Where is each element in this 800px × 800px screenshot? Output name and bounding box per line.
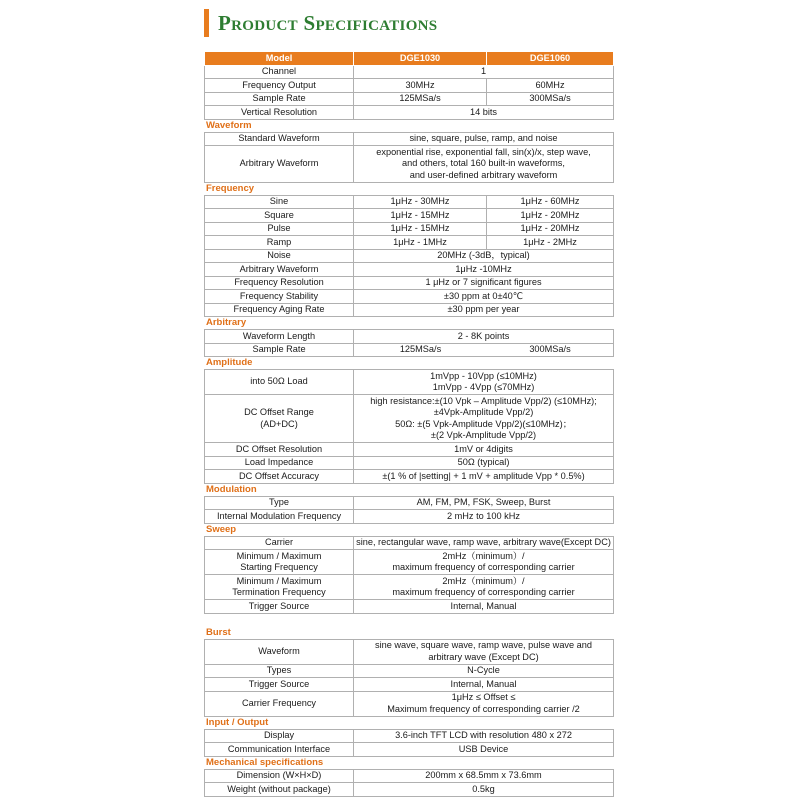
- spec-label: Noise: [204, 250, 354, 263]
- table-row: [204, 344, 614, 358]
- page-title: Product Specifications: [218, 10, 438, 35]
- spec-value: [354, 640, 614, 664]
- table-row: [204, 678, 614, 692]
- spec-label: Trigger Source: [204, 678, 354, 691]
- spec-value: [354, 692, 614, 716]
- spec-value-model-1: 1μHz - 30MHz: [354, 196, 487, 209]
- spec-label: Pulse: [204, 223, 354, 236]
- header-label: Model: [204, 52, 354, 65]
- spec-value-model-1: 125MSa/s: [354, 93, 487, 106]
- spec-label: Dimension (W×H×D): [204, 770, 354, 783]
- spec-value-model-2: 1μHz - 60MHz: [487, 196, 614, 209]
- spec-value-model-2: 60MHz: [487, 79, 614, 92]
- table-row: [204, 370, 614, 395]
- spec-label: Channel: [204, 66, 354, 79]
- spec-value-model-1: 1μHz - 15MHz: [354, 209, 487, 222]
- spec-value-model-2: 300MSa/s: [487, 93, 614, 106]
- text-line: 1mVpp - 10Vpp (≤10MHz): [430, 370, 537, 381]
- spec-value: [354, 395, 614, 442]
- spec-label: Display: [204, 730, 354, 743]
- text-line: ±(2 Vpk-Amplitude Vpp/2): [430, 430, 537, 440]
- table-row: [204, 146, 614, 183]
- section-heading: Frequency: [204, 183, 614, 196]
- table-row: [204, 600, 614, 614]
- text-line: maximum frequency of corresponding carrier: [392, 587, 575, 597]
- text-line: 1mVpp - 4Vpp (≤70MHz): [432, 382, 535, 392]
- table-row: [204, 783, 614, 797]
- table-row: [204, 730, 614, 744]
- table-row: [204, 550, 614, 575]
- spec-label: Frequency Aging Rate: [204, 304, 354, 317]
- section-heading: Mechanical specifications: [204, 757, 614, 770]
- text-line: (AD+DC): [260, 418, 298, 429]
- table-row: [204, 330, 614, 344]
- table-row: [204, 575, 614, 600]
- section-heading: Waveform: [204, 120, 614, 133]
- section-heading: Modulation: [204, 484, 614, 497]
- section-heading: Amplitude: [204, 357, 614, 370]
- table-row: [204, 277, 614, 291]
- text-line: Minimum / Maximum: [236, 550, 322, 561]
- table-row: [204, 395, 614, 443]
- spec-value: [354, 146, 614, 182]
- spec-value-model-1: 30MHz: [354, 79, 487, 92]
- spec-value: ±(1 % of |setting| + 1 mV + amplitude Vpp * 0.5%): [354, 470, 614, 483]
- section-heading: Burst: [204, 627, 614, 640]
- section-heading: Sweep: [204, 524, 614, 537]
- spec-value: 20MHz (-3dB，typical): [354, 250, 614, 263]
- spec-value: 200mm x 68.5mm x 73.6mm: [354, 770, 614, 783]
- spec-label: Sine: [204, 196, 354, 209]
- spec-value: Internal, Manual: [354, 600, 614, 613]
- spec-value: [354, 370, 614, 394]
- spec-label: Vertical Resolution: [204, 106, 354, 119]
- table-spacer: [204, 614, 614, 627]
- spec-label: Weight (without package): [204, 783, 354, 796]
- text-line: maximum frequency of corresponding carrier: [392, 562, 575, 572]
- spec-value-model-1: 1μHz - 1MHz: [354, 236, 487, 249]
- spec-label: Trigger Source: [204, 600, 354, 613]
- spec-label: Frequency Stability: [204, 290, 354, 303]
- spec-value: [354, 550, 614, 574]
- table-row: [204, 743, 614, 757]
- table-row: [204, 263, 614, 277]
- spec-label: into 50Ω Load: [204, 370, 354, 394]
- table-row: [204, 510, 614, 524]
- table-row: [204, 692, 614, 717]
- table-row: [204, 106, 614, 120]
- text-line: Starting Frequency: [240, 562, 318, 572]
- spec-label: Standard Waveform: [204, 133, 354, 146]
- table-row: [204, 640, 614, 665]
- table-header-row: [204, 52, 614, 66]
- spec-value-model-2: 1μHz - 2MHz: [487, 236, 614, 249]
- table-row: [204, 66, 614, 80]
- spec-value: ±30 ppm per year: [354, 304, 614, 317]
- text-line: 2mHz（minimum）/: [442, 550, 525, 561]
- spec-value-model-2: 1μHz - 20MHz: [487, 209, 614, 222]
- table-row: [204, 250, 614, 264]
- spec-value: AM, FM, PM, FSK, Sweep, Burst: [354, 497, 614, 510]
- spec-value: USB Device: [354, 743, 614, 756]
- text-line: sine wave, square wave, ramp wave, pulse wave and: [374, 640, 593, 650]
- text-line: ±4Vpk-Amplitude Vpp/2): [433, 407, 534, 417]
- table-row: [204, 770, 614, 784]
- table-row: [204, 236, 614, 250]
- table-row: [204, 133, 614, 147]
- table-row: [204, 223, 614, 237]
- spec-table: [204, 52, 614, 797]
- spec-value: 14 bits: [354, 106, 614, 119]
- spec-label: Square: [204, 209, 354, 222]
- spec-label: Sample Rate: [204, 93, 354, 106]
- text-line: 2mHz（minimum）/: [442, 575, 525, 586]
- spec-label: Frequency Resolution: [204, 277, 354, 290]
- spec-value: 1mV or 4digits: [354, 443, 614, 456]
- spec-label: Frequency Output: [204, 79, 354, 92]
- text-line: DC Offset Range: [244, 407, 314, 417]
- text-line: 1μHz ≤ Offset ≤: [451, 692, 516, 702]
- spec-value-model-1: 1μHz - 15MHz: [354, 223, 487, 236]
- table-row: [204, 290, 614, 304]
- spec-label: Internal Modulation Frequency: [204, 510, 354, 523]
- spec-label: Ramp: [204, 236, 354, 249]
- spec-value: 1μHz -10MHz: [354, 263, 614, 276]
- text-line: and others, total 160 built-in waveforms,: [402, 158, 565, 168]
- text-line: and user-defined arbitrary waveform: [409, 169, 558, 180]
- spec-value: ±30 ppm at 0±40℃: [354, 290, 614, 303]
- spec-label: Communication Interface: [204, 743, 354, 756]
- text-line: arbitrary wave (Except DC): [428, 651, 539, 662]
- spec-label: Sample Rate: [204, 344, 354, 357]
- spec-value: 1 μHz or 7 significant figures: [354, 277, 614, 290]
- table-row: [204, 470, 614, 484]
- table-row: [204, 537, 614, 551]
- spec-value: N-Cycle: [354, 665, 614, 678]
- spec-label: Types: [204, 665, 354, 678]
- spec-value: 2 mHz to 100 kHz: [354, 510, 614, 523]
- spec-value-model-2: 1μHz - 20MHz: [487, 223, 614, 236]
- text-line: exponential rise, exponential fall, sin(x)/x, step wave,: [376, 146, 591, 157]
- spec-value: 3.6-inch TFT LCD with resolution 480 x 272: [354, 730, 614, 743]
- page-title-block: [204, 8, 437, 38]
- spec-label: Load Impedance: [204, 457, 354, 470]
- spec-label: [204, 575, 354, 599]
- spec-value: 1: [354, 66, 614, 79]
- table-row: [204, 196, 614, 210]
- table-row: [204, 209, 614, 223]
- table-row: [204, 497, 614, 511]
- spec-value: sine, square, pulse, ramp, and noise: [354, 133, 614, 146]
- title-accent-bar: [204, 9, 209, 37]
- spec-label: Carrier: [204, 537, 354, 550]
- spec-value: sine, rectangular wave, ramp wave, arbitrary wave(Except DC): [354, 537, 614, 550]
- spec-label: DC Offset Accuracy: [204, 470, 354, 483]
- spec-value: Internal, Manual: [354, 678, 614, 691]
- text-line: high resistance:±(10 Vpk – Amplitude Vpp/2) (≤10MHz);: [370, 395, 597, 406]
- spec-label: Waveform: [204, 640, 354, 664]
- spec-label: Arbitrary Waveform: [204, 146, 354, 182]
- spec-label: [204, 550, 354, 574]
- text-line: Maximum frequency of corresponding carrier /2: [387, 703, 580, 714]
- table-row: [204, 79, 614, 93]
- spec-value: 2 - 8K points: [354, 330, 614, 343]
- spec-value: [354, 575, 614, 599]
- spec-label: Type: [204, 497, 354, 510]
- text-line: Minimum / Maximum: [236, 575, 322, 586]
- spec-value-model-1: 125MSa/s: [399, 344, 442, 354]
- table-row: [204, 665, 614, 679]
- header-model-2: DGE1060: [487, 52, 614, 65]
- spec-label: Waveform Length: [204, 330, 354, 343]
- header-model-1: DGE1030: [354, 52, 487, 65]
- table-row: [204, 457, 614, 471]
- spec-label: Carrier Frequency: [204, 692, 354, 716]
- table-row: [204, 93, 614, 107]
- table-row: [204, 304, 614, 318]
- text-line: 50Ω: ±(5 Vpk-Amplitude Vpp/2)(≤10MHz)；: [395, 418, 572, 429]
- table-row: [204, 443, 614, 457]
- section-heading: Input / Output: [204, 717, 614, 730]
- spec-value: 0.5kg: [354, 783, 614, 796]
- spec-label: Arbitrary Waveform: [204, 263, 354, 276]
- text-line: Termination Frequency: [232, 587, 326, 597]
- spec-label: DC Offset Resolution: [204, 443, 354, 456]
- spec-value: 50Ω (typical): [354, 457, 614, 470]
- section-heading: Arbitrary: [204, 317, 614, 330]
- spec-label: [204, 395, 354, 442]
- spec-value-model-2: 300MSa/s: [487, 344, 614, 357]
